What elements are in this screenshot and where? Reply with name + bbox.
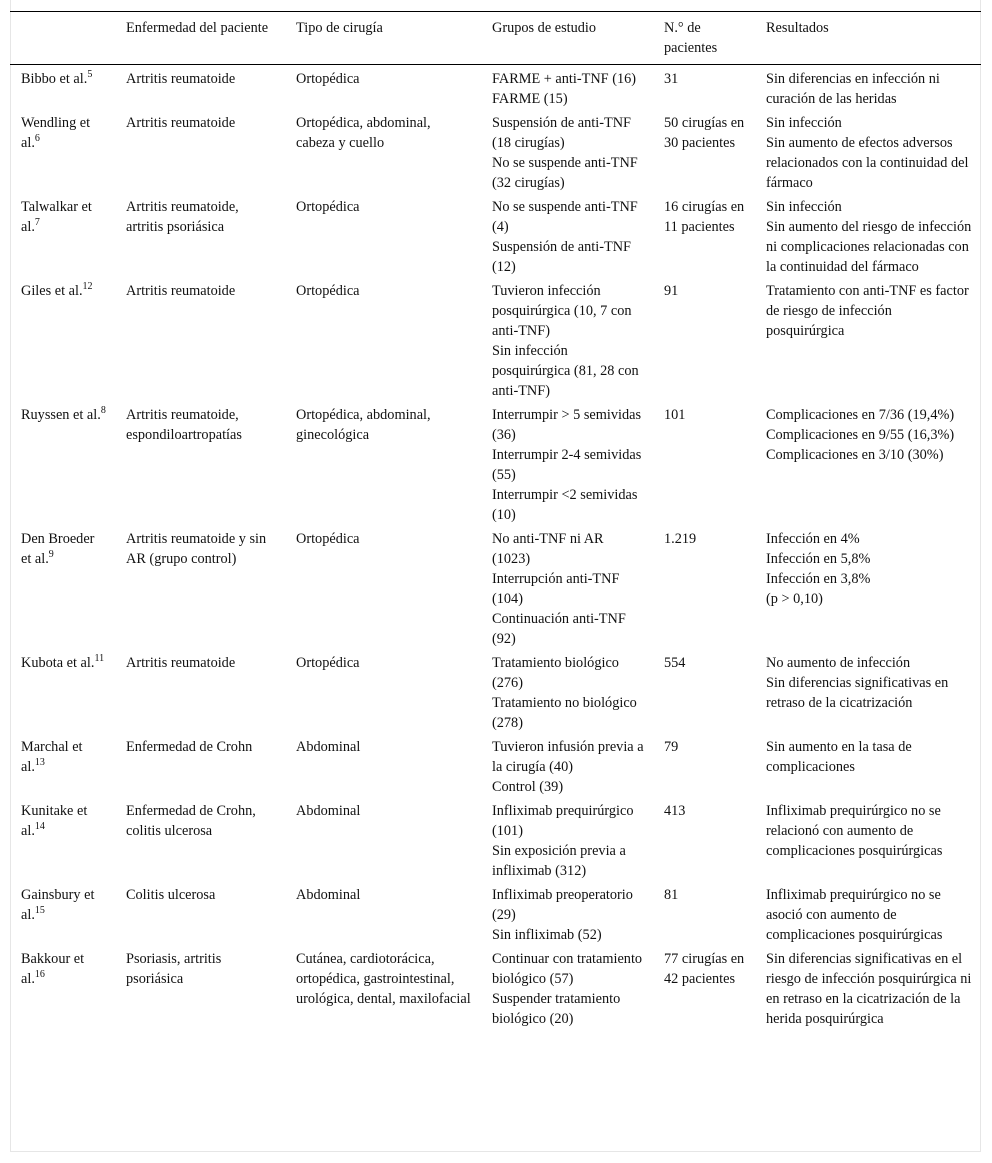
reference-number: 16 <box>34 969 45 981</box>
cell-study <box>10 735 115 799</box>
cell-patients <box>653 799 755 883</box>
cell-patients <box>653 883 755 947</box>
cell-patients <box>653 403 755 527</box>
reference-number: 13 <box>34 757 45 769</box>
cell-study <box>10 195 115 279</box>
groups-line: Sin exposición previa a infliximab (312) <box>492 843 626 879</box>
study-author: Ruyssen et al. <box>21 407 101 423</box>
cell-patients <box>653 65 755 112</box>
cell-surgery: Ortopédica, abdominal, ginecológica <box>296 407 431 443</box>
groups-line: Interrumpir <2 semividas (10) <box>492 487 638 523</box>
cell-patients <box>653 735 755 799</box>
study-author: Kunitake et al. <box>21 803 88 839</box>
cell-groups <box>481 651 653 735</box>
results-line: Complicaciones en 9/55 (16,3%) <box>766 427 955 443</box>
study-author: Wendling et al. <box>21 115 91 151</box>
cell-study <box>10 799 115 883</box>
study-author: Bibbo et al. <box>21 71 88 87</box>
cell-results <box>755 883 981 947</box>
cell-disease: Artritis reumatoide <box>126 655 236 671</box>
results-line: Infección en 5,8% <box>766 551 871 567</box>
table-row <box>10 111 981 195</box>
n-line: 101 <box>664 407 686 423</box>
cell-surgery: Ortopédica <box>296 199 360 215</box>
results-line: Infección en 3,8% <box>766 571 871 587</box>
n-line: 77 cirugías en 42 pacientes <box>664 951 745 987</box>
cell-surgery: Abdominal <box>296 739 361 755</box>
cell-surgery: Ortopédica <box>296 655 360 671</box>
table-row <box>10 65 981 112</box>
groups-line: Suspensión de anti-TNF (18 cirugías) <box>492 115 631 151</box>
study-author: Marchal et al. <box>21 739 83 775</box>
groups-line: Interrupción anti-TNF (104) <box>492 571 620 607</box>
cell-study <box>10 947 115 1031</box>
cell-surgery: Abdominal <box>296 803 361 819</box>
n-line: 79 <box>664 739 679 755</box>
groups-line: No se suspende anti-TNF (32 cirugías) <box>492 155 638 191</box>
cell-groups <box>481 883 653 947</box>
results-line: Infección en 4% <box>766 531 860 547</box>
table-row <box>10 651 981 735</box>
groups-line: Tuvieron infección posquirúrgica (10, 7 con anti-TNF) <box>492 283 632 339</box>
reference-number: 8 <box>100 405 106 417</box>
cell-results <box>755 403 981 527</box>
table-row <box>10 527 981 651</box>
cell-surgery: Ortopédica <box>296 531 360 547</box>
cell-study <box>10 651 115 735</box>
cell-study <box>10 111 115 195</box>
results-line: Complicaciones en 3/10 (30%) <box>766 447 944 463</box>
cell-patients <box>653 279 755 403</box>
table-body <box>10 65 981 1032</box>
groups-line: No anti-TNF ni AR (1023) <box>492 531 604 567</box>
reference-number: 6 <box>34 133 40 145</box>
table-row <box>10 279 981 403</box>
table-header <box>10 12 981 65</box>
reference-number: 5 <box>87 69 93 81</box>
study-author: Kubota et al. <box>21 655 95 671</box>
cell-results <box>755 947 981 1031</box>
groups-line: Suspensión de anti-TNF (12) <box>492 239 631 275</box>
studies-table <box>10 11 981 1031</box>
n-line: 554 <box>664 655 686 671</box>
groups-line: Tratamiento no biológico (278) <box>492 695 637 731</box>
results-line: Sin diferencias en infección ni curación de las heridas <box>766 71 940 107</box>
n-line: 1.219 <box>664 531 697 547</box>
cell-disease: Artritis reumatoide, espondiloartropatías <box>126 407 242 443</box>
reference-number: 12 <box>82 281 93 293</box>
groups-line: Interrumpir > 5 semividas (36) <box>492 407 642 443</box>
cell-study <box>10 279 115 403</box>
results-line: Infliximab prequirúrgico no se relacionó con aumento de complicaciones posquirúrgicas <box>766 803 943 859</box>
cell-disease: Colitis ulcerosa <box>126 887 216 903</box>
reference-number: 11 <box>94 653 105 665</box>
header-surgery: Tipo de cirugía <box>296 20 383 36</box>
table-row <box>10 883 981 947</box>
header-row <box>10 12 981 65</box>
cell-surgery: Ortopédica <box>296 71 360 87</box>
reference-number: 15 <box>34 905 45 917</box>
cell-patients <box>653 111 755 195</box>
header-groups: Grupos de estudio <box>492 20 597 36</box>
cell-groups <box>481 65 653 112</box>
cell-surgery: Abdominal <box>296 887 361 903</box>
results-line: Sin diferencias significativas en el riesgo de infección posquirúrgica ni en retraso en la cicatrización de la herida posquirúrgica <box>766 951 972 1027</box>
cell-surgery: Ortopédica <box>296 283 360 299</box>
cell-patients <box>653 527 755 651</box>
groups-line: Infliximab preoperatorio (29) <box>492 887 633 923</box>
table-row <box>10 195 981 279</box>
reference-number: 7 <box>34 217 40 229</box>
cell-disease: Enfermedad de Crohn, colitis ulcerosa <box>126 803 256 839</box>
cell-groups <box>481 799 653 883</box>
cell-groups <box>481 527 653 651</box>
study-author: Den Broeder et al. <box>21 531 95 567</box>
cell-groups <box>481 403 653 527</box>
cell-results <box>755 279 981 403</box>
cell-groups <box>481 279 653 403</box>
cell-groups <box>481 195 653 279</box>
n-line: 91 <box>664 283 679 299</box>
cell-results <box>755 799 981 883</box>
cell-groups <box>481 735 653 799</box>
header-study <box>10 12 115 65</box>
table-row <box>10 735 981 799</box>
header-patients: N.° de pacientes <box>664 20 718 56</box>
results-line: Sin infección <box>766 199 842 215</box>
cell-disease: Enfermedad de Crohn <box>126 739 253 755</box>
cell-disease: Artritis reumatoide <box>126 71 236 87</box>
n-line: 413 <box>664 803 686 819</box>
cell-results <box>755 195 981 279</box>
groups-line: Sin infliximab (52) <box>492 927 602 943</box>
results-line: Tratamiento con anti-TNF es factor de riesgo de infección posquirúrgica <box>766 283 969 339</box>
study-author: Gainsbury et al. <box>21 887 95 923</box>
cell-disease: Artritis reumatoide, artritis psoriásica <box>126 199 239 235</box>
cell-study <box>10 403 115 527</box>
results-line: Infliximab prequirúrgico no se asoció con aumento de complicaciones posquirúrgicas <box>766 887 943 943</box>
results-line: Sin aumento del riesgo de infección ni complicaciones relacionadas con la continuidad del fármaco <box>766 219 972 275</box>
cell-results <box>755 527 981 651</box>
cell-groups <box>481 111 653 195</box>
groups-line: FARME + anti-TNF (16) <box>492 71 637 87</box>
n-line: 81 <box>664 887 679 903</box>
study-author: Talwalkar et al. <box>21 199 92 235</box>
n-line: 50 cirugías en 30 pacientes <box>664 115 745 151</box>
groups-line: Control (39) <box>492 779 564 795</box>
groups-line: Tratamiento biológico (276) <box>492 655 619 691</box>
cell-patients <box>653 947 755 1031</box>
table-row <box>10 947 981 1031</box>
table-row <box>10 799 981 883</box>
cell-results <box>755 111 981 195</box>
n-line: 31 <box>664 71 679 87</box>
cell-groups <box>481 947 653 1031</box>
groups-line: Continuación anti-TNF (92) <box>492 611 626 647</box>
study-author: Giles et al. <box>21 283 83 299</box>
groups-line: Suspender tratamiento biológico (20) <box>492 991 621 1027</box>
cell-study <box>10 883 115 947</box>
reference-number: 9 <box>48 549 54 561</box>
results-line: Sin aumento de efectos adversos relacionados con la continuidad del fármaco <box>766 135 969 191</box>
cell-results <box>755 735 981 799</box>
study-author: Bakkour et al. <box>21 951 85 987</box>
groups-line: Continuar con tratamiento biológico (57) <box>492 951 643 987</box>
groups-line: Interrumpir 2-4 semividas (55) <box>492 447 642 483</box>
cell-results <box>755 651 981 735</box>
groups-line: Tuvieron infusión previa a la cirugía (40) <box>492 739 644 775</box>
cell-surgery: Cutánea, cardiotorácica, ortopédica, gastrointestinal, urológica, dental, maxilofacial <box>296 951 471 1007</box>
header-results: Resultados <box>766 20 829 36</box>
cell-surgery: Ortopédica, abdominal, cabeza y cuello <box>296 115 431 151</box>
groups-line: Infliximab prequirúrgico (101) <box>492 803 634 839</box>
results-line: Complicaciones en 7/36 (19,4%) <box>766 407 955 423</box>
header-disease: Enfermedad del paciente <box>126 20 269 36</box>
cell-disease: Artritis reumatoide <box>126 115 236 131</box>
groups-line: Sin infección posquirúrgica (81, 28 con anti-TNF) <box>492 343 639 399</box>
cell-disease: Psoriasis, artritis psoriásica <box>126 951 222 987</box>
n-line: 16 cirugías en 11 pacientes <box>664 199 745 235</box>
results-line: Sin aumento en la tasa de complicaciones <box>766 739 912 775</box>
results-line: Sin diferencias significativas en retraso de la cicatrización <box>766 675 949 711</box>
table-row <box>10 403 981 527</box>
groups-line: No se suspende anti-TNF (4) <box>492 199 638 235</box>
cell-disease: Artritis reumatoide <box>126 283 236 299</box>
cell-disease: Artritis reumatoide y sin AR (grupo control) <box>126 531 267 567</box>
reference-number: 14 <box>34 821 45 833</box>
results-line: (p > 0,10) <box>766 591 823 607</box>
results-line: Sin infección <box>766 115 842 131</box>
cell-patients <box>653 651 755 735</box>
groups-line: FARME (15) <box>492 91 568 107</box>
results-line: No aumento de infección <box>766 655 911 671</box>
cell-study <box>10 527 115 651</box>
cell-patients <box>653 195 755 279</box>
cell-study <box>10 65 115 112</box>
cell-results <box>755 65 981 112</box>
